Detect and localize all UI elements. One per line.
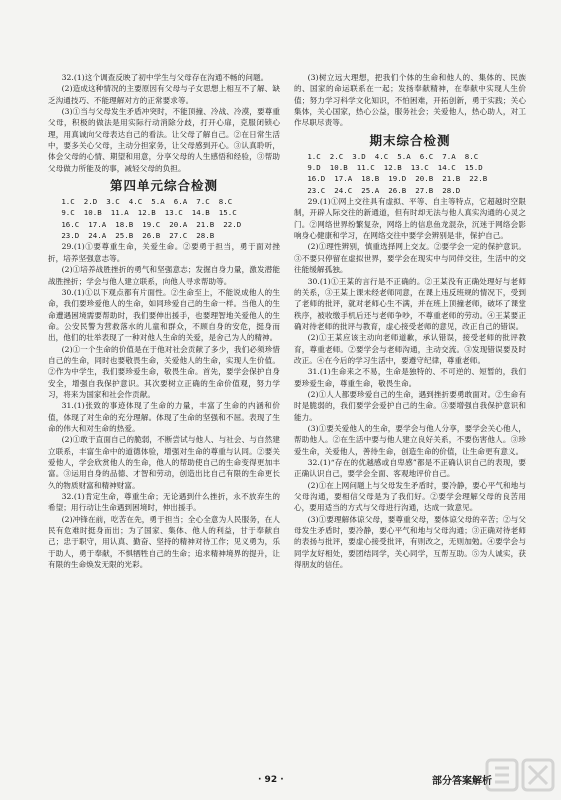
answer-row: 1.C 2.C 3.D 4.C 5.A 6.C 7.A 8.C [307, 151, 479, 161]
left-column [48, 72, 280, 762]
paragraph: 32.(1)肯定生命，尊重生命；无论遇到什么挫折，永不放弃生的希望；用行动让生命遇到困境时，伸出援手。 [48, 492, 280, 513]
paragraph: 30.(1)①以下观点都有片面性。②生命至上，不能说成他人的生命，我们要珍爱他人的生命，如同珍爱自己的生命一样。当他人的生命遭遇困境需要帮助时，我们要伸出援手，也要理智地关爱他人的生命。公安民警为营救落水的儿童和群众，不顾自身的安危，挺身而出，他们的壮举表现了一种对他人生命的关爱，是舍己为人的精神。 [48, 287, 280, 343]
paragraph: (3)①当与父母发生矛盾冲突时，不能顶撞、冷战、冷漠，要尊重父母，积极的做法是用实际行动消除分歧，打开心扉，克服闭锁心理，用真诚向父母表达自己的看法。让父母了解自己。②在日常生活中，要多关心父母，主动分担家务，让父母感到开心。③认真聆听，体会父母的心情、期望和用意，分享父母的人生感悟和经验，③帮助父母做力所能及的事，减轻父母的负担。 [48, 107, 280, 173]
page-number: · 92 · [258, 775, 284, 785]
paragraph: 29.(1)①要尊重生命，关爱生命。②要勇于担当，勇于面对挫折，培养坚强意志等。 [48, 242, 280, 263]
answer-row: 23.C 24.C 25.A 26.B 27.B 28.D [307, 185, 461, 195]
section-title: 期末综合检测 [369, 132, 451, 148]
paragraph: (2)①培养战胜挫折的勇气和坚强意志；发掘自身力量，激发潜能战胜挫折；学会与他人建立联系，向他人寻求帮助等。 [48, 265, 280, 286]
answer-row: 1.C 2.D 3.C 4.C 5.A 6.A 7.C 8.C [61, 197, 233, 207]
paragraph: (2)①王某应该主动向老师道歉，承认错误，接受老师的批评教育，尊重老师。②要学会与老师沟通，主动交流。③发现错误要及时改正。④在今后的学习生活中，要遵守纪律，尊重老师。 [294, 333, 526, 365]
paragraph: (3)树立远大理想，把我们个体的生命和他人的、集体的、民族的、国家的命运联系在一起；发扬奉献精神，在奉献中实现人生价值；努力学习科学文化知识，不怕困难，开拓创新，勇于实践；关心集体，关心国家，热心公益，服务社会；关爱他人，热心助人，对工作尽职尽责等。 [294, 73, 526, 128]
paragraph: (2)①敢于直面自己的脆弱，不断尝试与他人、与社会、与自然建立联系，丰富生命中的道德体验，增强对生命的尊重与认同。②要关爱他人，学会欣赏他人的生命，他人的帮助使自己的生命变得更加丰富。③运用自身的品德、才智和劳动，创造出比自己有限的生命更长久的物质财富和精神财富。 [48, 435, 280, 490]
answer-row: 23.D 24.A 25.B 26.B 27.C 28.B [61, 231, 215, 241]
paragraph: 32.(1)“存在的优越感或自卑感”都是不正确认识自己的表现，要正确认识自己，要学会全面、客观地评价自己。 [294, 458, 526, 479]
paragraph: 30.(1)①王某的言行是不正确的。②王某没有正确处理好与老师的关系，③王某上课未经老师同意，在课上违反班规的情况下，受到了老师的批评，就对老师心生不满，并在班上顶撞老师，破坏了课堂秩序，被收缴手机后还与老师争吵，不尊重老师的劳动。④王某要正确对待老师的批评与教育，虚心接受老师的意见，改正自己的错误。 [294, 276, 526, 331]
paragraph: 29.(1)①网上交往具有虚拟、平等、自主等特点，它超越时空限制，开辟人际交往的新通道，但有时却无法与他人真实沟通的心灵之门。②网络世界纷繁复杂，网络上的信息鱼龙混杂，沉迷于网络会影响身心健康和学习，在网络交往中要学会辨别是非，保护自己。 [294, 197, 526, 241]
answer-row: 16.D 17.A 18.B 19.D 20.B 21.B 22.B [307, 174, 488, 184]
paragraph: 32.(1)这个调查反映了初中学生与父母存在沟通不畅的问题。 [61, 73, 269, 82]
paragraph: (3)①要关爱他人的生命，要学会与他人分享，要学会关心他人，帮助他人。②在生活中要与他人建立良好关系，不要伤害他人。③珍爱生命，关爱他人，善待生命，创造生命的价值，让生命更有意义。 [294, 423, 526, 456]
paragraph: (2)冲锋在前，吃苦在先，勇于担当；全心全意为人民服务，在人民有危难时挺身而出；为了国家、集体、他人的利益，甘于奉献自己；忠于职守，用认真、勤奋、坚持的精神对待工作；见义勇为，乐于助人，勇于奉献，不惧牺牲自己的生命；追求精神境界的提升，让有限的生命焕发无限的光彩。 [48, 514, 280, 570]
paragraph: 31.(1)生命来之不易，生命是独特的、不可逆的、短暂的，我们要珍爱生命，尊重生命，敬畏生命。 [294, 367, 526, 388]
paragraph: 31.(1)张致的事迹体现了生命的力量，丰富了生命的内涵和价值，体现了对生命的充分理解。体现了生命的坚强和不屈。表现了生命的伟大和对生命的热爱。 [48, 401, 280, 433]
paragraph: (2)①一个生命的价值是在于他对社会贡献了多少，我们必须珍惜自己的生命，同时也要敬畏生命，关爱他人的生命，实现人生价值。②作为中学生，我们要珍爱生命，敬畏生命。首先，要学会保护自身安全，增强自我保护意识。其次要树立正确的生命价值观，努力学习，将来为国家和社会作贡献。 [48, 344, 280, 399]
paragraph: (2)①人人都要珍爱自己的生命，遇到挫折要勇敢面对。②生命有时是脆弱的，我们要学会爱护自己的生命。③要增强自我保护意识和能力。 [294, 389, 526, 422]
answer-row: 16.C 17.A 18.B 19.C 20.A 21.B 22.D [61, 219, 242, 229]
paragraph: (3)①要理解体谅父母，要尊重父母，要体谅父母的辛苦；②与父母发生矛盾时，要冷静，要心平气和地与父母沟通；③正确对待老师的表扬与批评，要虚心接受批评，有则改之，无则加勉。④要学会与同学友好相处，要团结同学，关心同学，互帮互助。⑤为人诚实，获得朋友的信任。 [294, 514, 526, 570]
paragraph: (2)①在上网问题上与父母发生矛盾时，要冷静，要心平气和地与父母沟通，要相信父母是为了我们好。②要学会理解父母的良苦用心，要用适当的方式与父母进行沟通，达成一致意见。 [294, 480, 526, 513]
answer-row: 9.C 10.B 11.A 12.B 13.C 14.B 15.C [61, 208, 237, 218]
answer-site-stamp-icon [485, 754, 555, 796]
paragraph: (2)①理性辨别，慎重选择网上交友。②要学会一定的保护意识。③不要只停留在虚拟世界，要学会在现实中与同伴交往，生活中的交往能缓解孤独。 [294, 242, 526, 275]
section-label: 部分答案解析 [432, 776, 492, 787]
answer-row: 9.D 10.B 11.C 12.B 13.C 14.C 15.D [307, 163, 483, 173]
paragraph: (2)造成这种情况的主要原因有父母与子女思想上相互不了解、缺乏沟通技巧、不能理解对方的正常要求等。 [48, 84, 280, 105]
section-title: 第四单元综合检测 [109, 178, 218, 194]
right-column [294, 72, 526, 762]
